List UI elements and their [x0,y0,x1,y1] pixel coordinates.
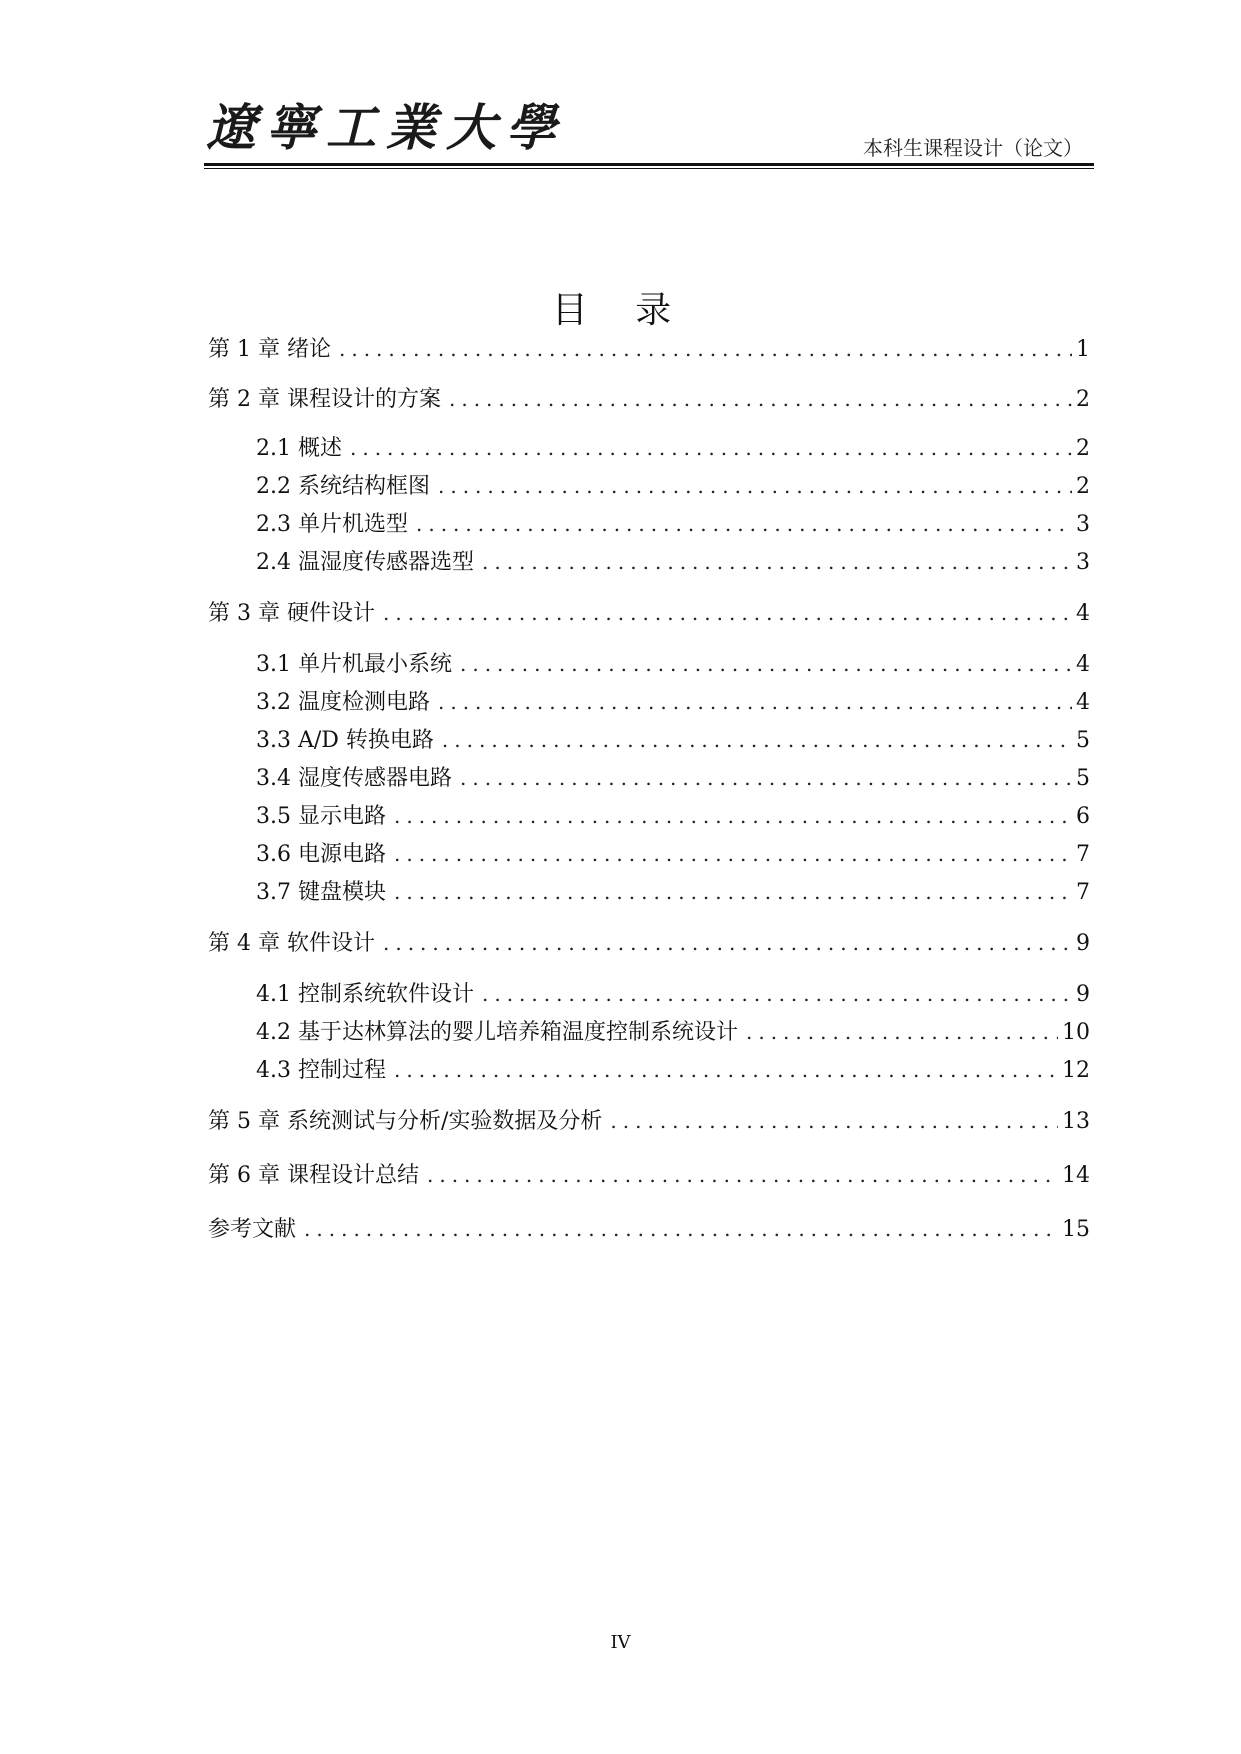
toc-leader-dots [383,598,1072,628]
toc-entry[interactable] [256,471,1090,502]
toc-entry-page: 3 [1076,512,1090,537]
toc-entry-page: 4 [1076,652,1090,677]
toc-entry-page: 5 [1076,766,1090,791]
toc-leader-dots [482,979,1072,1009]
toc-entry-page: 10 [1062,1020,1090,1045]
toc-leader-dots [383,928,1072,958]
toc-entry-label: 3.2 温度检测电路 [256,690,430,715]
toc-entry-page: 15 [1062,1217,1090,1242]
toc-entry-label: 4.1 控制系统软件设计 [256,982,474,1007]
toc-entry-label: 3.1 单片机最小系统 [256,652,452,677]
toc-entry-label: 4.2 基于达林算法的婴儿培养箱温度控制系统设计 [256,1020,738,1045]
header-rule-thick [204,163,1094,166]
toc-entry[interactable] [256,547,1090,578]
toc-entry-page: 5 [1076,728,1090,753]
toc-leader-dots [350,433,1072,463]
toc-entry-label: 3.7 键盘模块 [256,880,386,905]
toc-entry-label: 第 1 章 绪论 [208,337,331,362]
toc-leader-dots [394,877,1072,907]
toc-leader-dots [394,839,1072,869]
toc-leader-dots [442,725,1072,755]
toc-entry-label: 2.1 概述 [256,436,342,461]
toc-leader-dots [438,471,1072,501]
toc-entry-label: 3.6 电源电路 [256,842,386,867]
toc-entry-label: 第 6 章 课程设计总结 [208,1163,419,1188]
toc-entry[interactable] [256,763,1090,794]
toc-entry-page: 1 [1076,337,1090,362]
toc-entry-label: 3.5 显示电路 [256,804,386,829]
toc-entry-page: 12 [1062,1058,1090,1083]
toc-entry[interactable] [256,839,1090,870]
toc-entry[interactable] [256,433,1090,464]
toc-entry[interactable] [256,509,1090,540]
toc-entry-page: 6 [1076,804,1090,829]
toc-leader-dots [394,801,1072,831]
toc-entry-label: 2.2 系统结构框图 [256,474,430,499]
toc-entry[interactable] [256,877,1090,908]
toc-entry[interactable] [208,1214,1090,1245]
toc-entry[interactable] [256,725,1090,756]
toc-entry-page: 2 [1076,387,1090,412]
toc-entry[interactable] [208,928,1090,959]
toc-entry[interactable] [208,598,1090,629]
toc-leader-dots [746,1017,1058,1047]
toc-entry[interactable] [256,979,1090,1010]
page-title: 目 录 [551,290,690,331]
toc-entry-page: 13 [1062,1109,1090,1134]
toc-entry[interactable] [256,1055,1090,1086]
toc-entry-label: 第 3 章 硬件设计 [208,601,375,626]
toc-leader-dots [460,649,1072,679]
toc-entry[interactable] [256,1017,1090,1048]
toc-leader-dots [339,334,1072,364]
toc-entry-page: 7 [1076,842,1090,867]
university-logo: 遼寧工業大學 [206,98,566,157]
toc-entry-page: 2 [1076,474,1090,499]
toc-entry-label: 第 4 章 软件设计 [208,931,375,956]
page-number: IV [610,1632,631,1653]
toc-entry-label: 2.3 单片机选型 [256,512,408,537]
toc-entry-page: 9 [1076,931,1090,956]
toc-entry-label: 3.3 A/D 转换电路 [256,728,434,753]
toc-entry[interactable] [208,384,1090,415]
toc-entry-label: 4.3 控制过程 [256,1058,386,1083]
toc-entry-page: 9 [1076,982,1090,1007]
header-document-type: 本科生课程设计（论文） [863,136,1083,160]
toc-entry[interactable] [208,334,1090,365]
toc-entry[interactable] [256,801,1090,832]
toc-leader-dots [438,687,1072,717]
toc-leader-dots [416,509,1072,539]
toc-entry-page: 2 [1076,436,1090,461]
header-rule-thin [204,168,1094,169]
toc-entry-label: 3.4 湿度传感器电路 [256,766,452,791]
toc-entry[interactable] [208,1106,1090,1137]
toc-leader-dots [482,547,1072,577]
toc-leader-dots [460,763,1072,793]
toc-leader-dots [427,1160,1058,1190]
toc-entry-page: 7 [1076,880,1090,905]
toc-entry-label: 2.4 温湿度传感器选型 [256,550,474,575]
toc-entry-label: 第 5 章 系统测试与分析/实验数据及分析 [208,1109,603,1134]
toc-entry-page: 14 [1062,1163,1090,1188]
toc-leader-dots [394,1055,1058,1085]
toc-leader-dots [304,1214,1058,1244]
toc-entry-label: 第 2 章 课程设计的方案 [208,387,441,412]
toc-entry-page: 4 [1076,601,1090,626]
toc-entry-page: 3 [1076,550,1090,575]
toc-entry[interactable] [208,1160,1090,1191]
toc-entry[interactable] [256,649,1090,680]
toc-entry-page: 4 [1076,690,1090,715]
toc-entry-label: 参考文献 [208,1217,297,1242]
toc-entry[interactable] [256,687,1090,718]
toc-leader-dots [610,1106,1058,1136]
toc-leader-dots [449,384,1072,414]
